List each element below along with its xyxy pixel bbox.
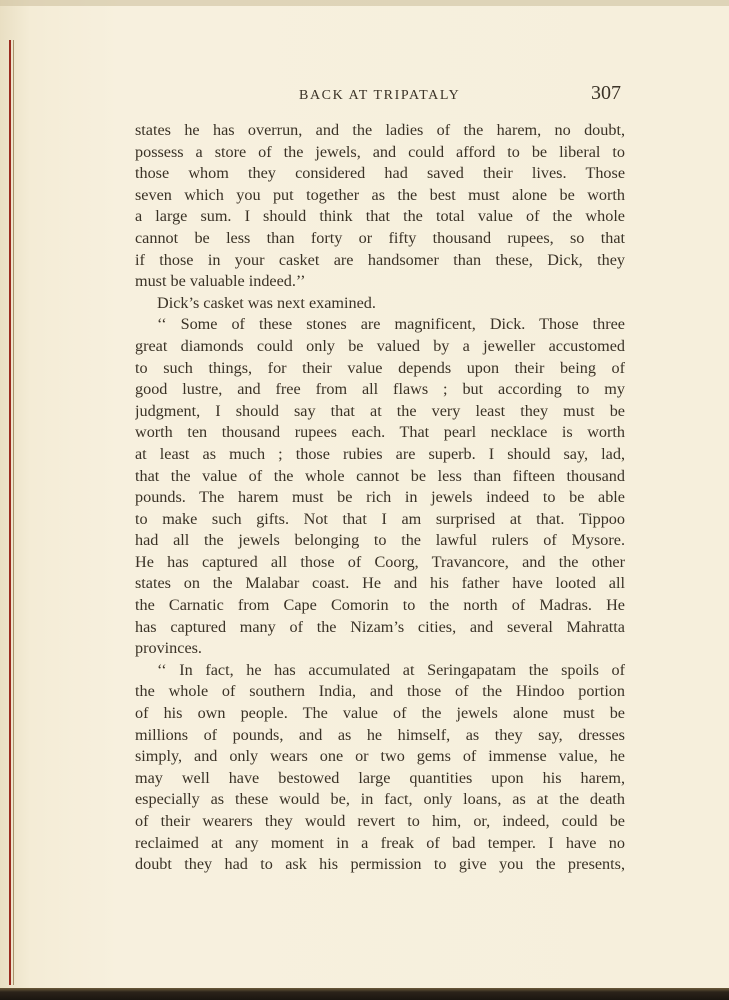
- text-line: to make such gifts. Not that I am surprised at that. Tippoo: [135, 509, 625, 528]
- text-line: Dick’s casket was next examined.: [157, 293, 376, 312]
- bottom-edge: [0, 988, 729, 1000]
- text-line: reclaimed at any moment in a freak of bad temper. I have no: [135, 833, 625, 852]
- text-line: has captured many of the Nizam’s cities, and several Mahratta: [135, 617, 625, 636]
- text-line: doubt they had to ask his permission to give you the presents,: [135, 855, 625, 874]
- text-line: possess a store of the jewels, and could afford to be liberal to: [135, 142, 625, 161]
- text-line: provinces.: [135, 639, 202, 658]
- text-line: cannot be less than forty or fifty thousand rupees, so that: [135, 228, 625, 247]
- text-line: at least as much ; those rubies are superb. I should say, lad,: [135, 444, 625, 463]
- text-line: millions of pounds, and as he himself, as they say, dresses: [135, 725, 625, 744]
- text-line: pounds. The harem must be rich in jewels indeed to be able: [135, 488, 625, 507]
- text-line: must be valuable indeed.’’: [135, 272, 306, 291]
- text-line: great diamonds could only be valued by a jeweller accustomed: [135, 336, 625, 355]
- text-line: the Carnatic from Cape Comorin to the north of Madras. He: [135, 596, 625, 615]
- text-line: of their wearers they would revert to him, or, indeed, could be: [135, 812, 625, 830]
- text-line: if those in your casket are handsomer than these, Dick, they: [135, 250, 625, 269]
- running-head: [135, 78, 625, 106]
- page-number: 307: [591, 82, 621, 104]
- text-line: a large sum. I should think that the total value of the whole: [135, 207, 625, 226]
- text-line: may well have bestowed large quantities upon his harem,: [135, 768, 625, 787]
- text-line: the whole of southern India, and those of the Hindoo portion: [135, 682, 625, 701]
- text-line: He has captured all those of Coorg, Travancore, and the other: [135, 552, 625, 571]
- text-line: seven which you put together as the best must alone be worth: [135, 185, 625, 204]
- text-line: that the value of the whole cannot be less than fifteen thousand: [135, 466, 625, 485]
- running-title: BACK AT TRIPATALY: [299, 88, 461, 103]
- body-text: [135, 120, 625, 980]
- top-edge: [0, 0, 729, 6]
- text-line: to such things, for their value depends upon their being of: [135, 358, 625, 377]
- text-line: states he has overrun, and the ladies of the harem, no doubt,: [135, 121, 625, 139]
- text-line: states on the Malabar coast. He and his father have looted all: [135, 574, 625, 593]
- text-line: ‘‘ In fact, he has accumulated at Seringapatam the spoils of: [157, 660, 625, 679]
- text-line: had all the jewels belonging to the lawful rulers of Mysore.: [135, 531, 625, 550]
- text-line: of his own people. The value of the jewels alone must be: [135, 704, 625, 723]
- text-line: judgment, I should say that at the very least they must be: [135, 401, 625, 420]
- text-line: worth ten thousand rupees each. That pearl necklace is worth: [135, 423, 625, 442]
- spine-rule-inner: [13, 40, 14, 985]
- text-line: those whom they considered had saved their lives. Those: [135, 164, 625, 183]
- text-line: ‘‘ Some of these stones are magnificent, Dick. Those three: [157, 315, 625, 334]
- text-line: especially as these would be, in fact, only loans, as at the death: [135, 790, 625, 809]
- text-line: good lustre, and free from all flaws ; but according to my: [135, 380, 625, 399]
- text-line: simply, and only wears one or two gems of immense value, he: [135, 747, 625, 766]
- spine-rule: [9, 40, 11, 985]
